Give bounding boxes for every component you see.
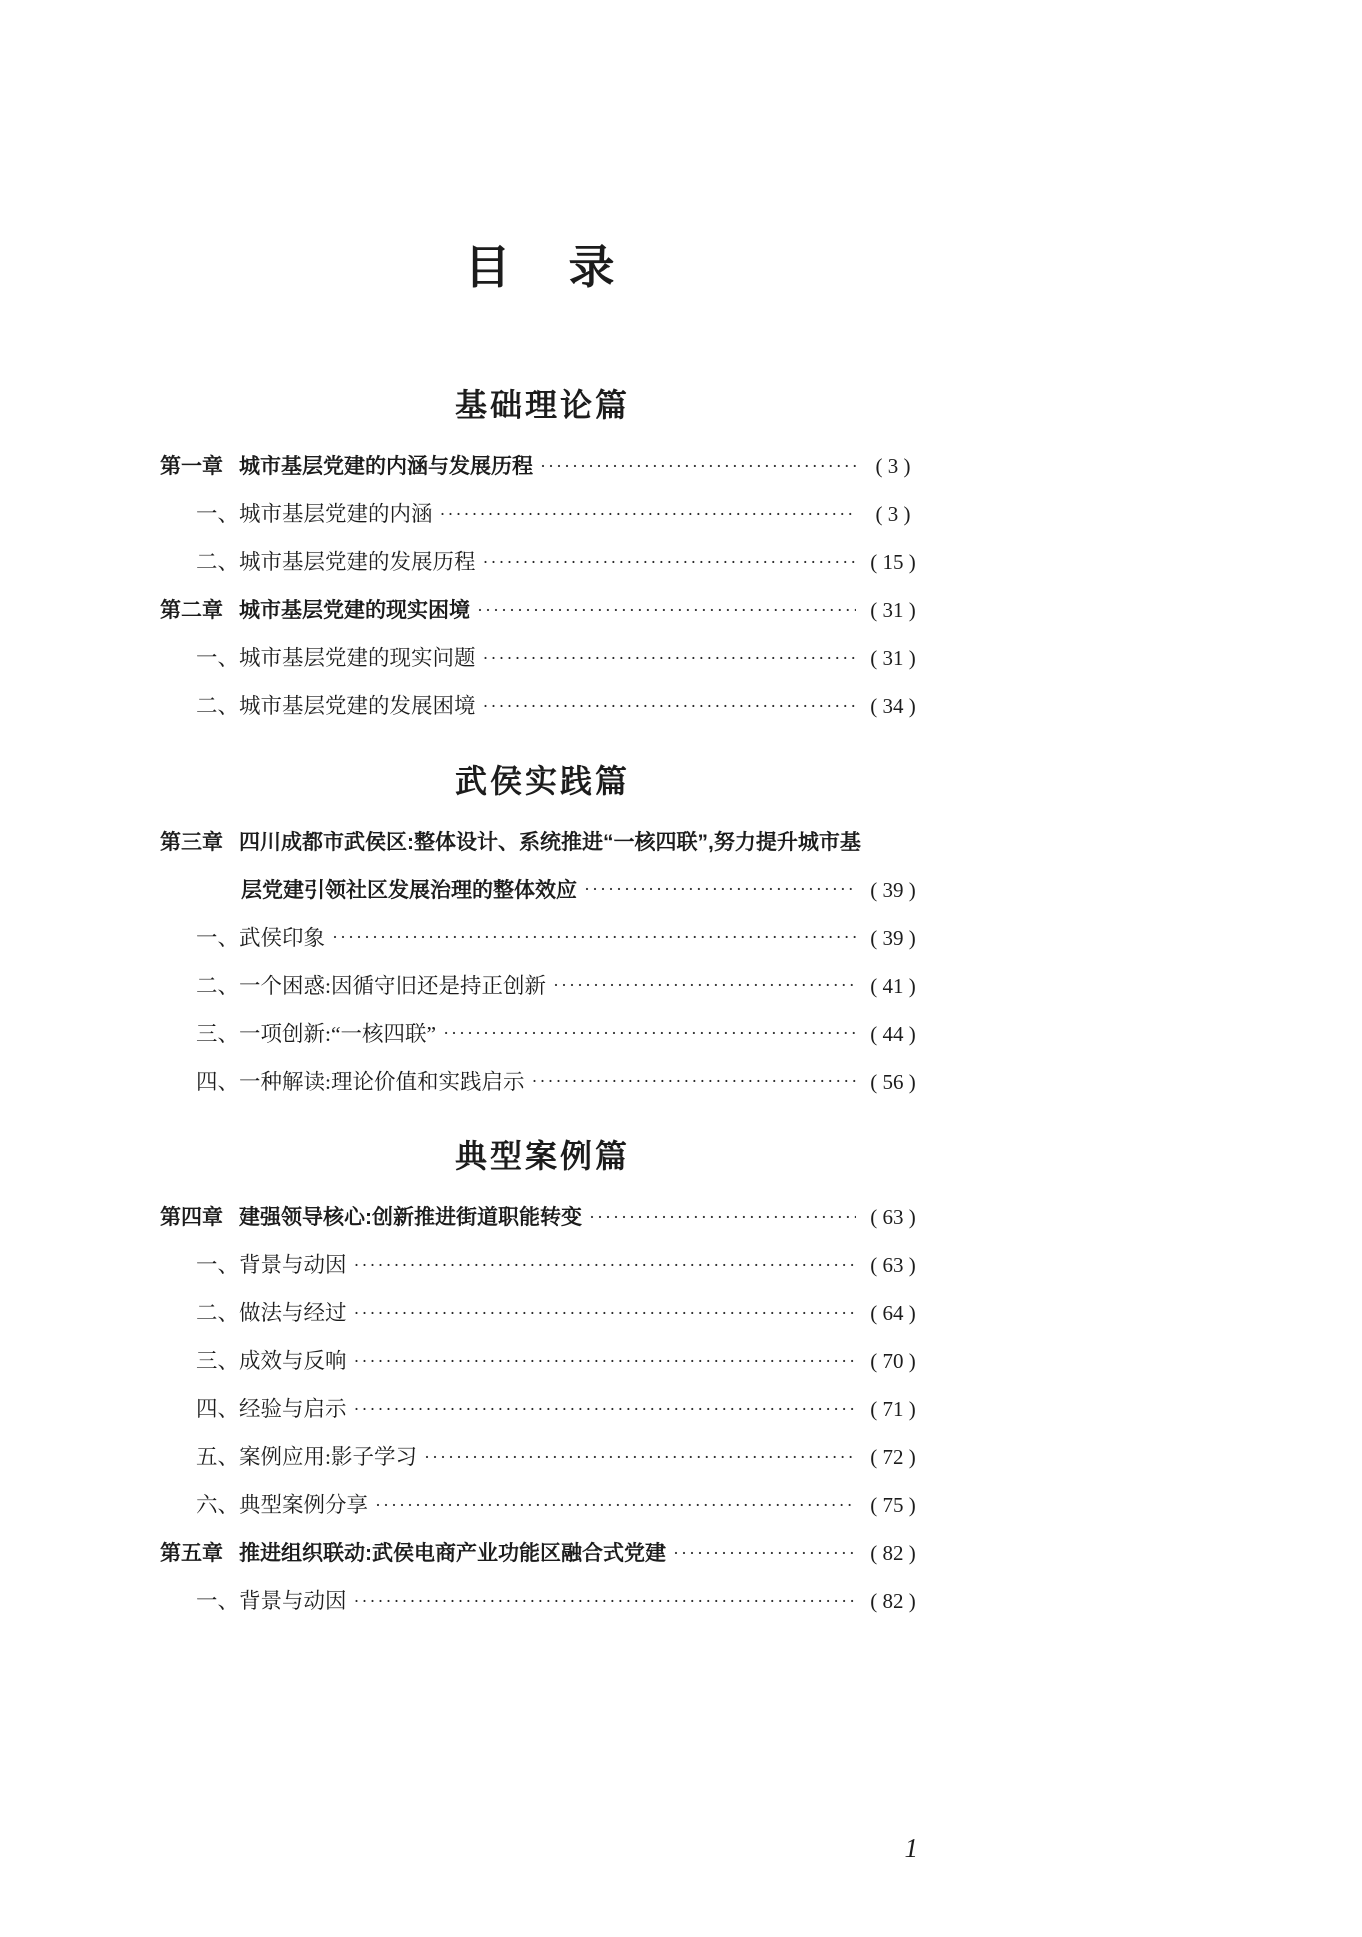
dot-leader xyxy=(440,505,856,523)
toc-sub-entry xyxy=(160,635,925,683)
toc-chapter-entry xyxy=(160,443,925,491)
dot-leader xyxy=(483,697,856,715)
toc-sub-entry xyxy=(160,1010,925,1058)
entry-page-number: ( 56 ) xyxy=(870,1069,916,1094)
entry-title: 三、成效与反响 xyxy=(196,1349,347,1374)
chapter-label: 第二章 xyxy=(160,599,223,623)
entry-page-number: ( 15 ) xyxy=(870,550,916,575)
entry-title: 推进组织联动:武侯电商产业功能区融合式党建 xyxy=(239,1542,666,1566)
toc-sub-entry xyxy=(160,1242,925,1290)
dot-leader xyxy=(483,649,856,667)
dot-leader xyxy=(354,1304,856,1322)
toc-chapter-entry xyxy=(160,1194,925,1242)
entry-page-number: ( 71 ) xyxy=(870,1397,916,1422)
entry-page-number: ( 70 ) xyxy=(870,1349,916,1374)
toc-sub-entry xyxy=(160,683,925,731)
entry-page-number: ( 82 ) xyxy=(870,1541,916,1566)
entry-title: 一、背景与动因 xyxy=(196,1589,347,1614)
entry-page-number: ( 64 ) xyxy=(870,1301,916,1326)
entry-title: 二、城市基层党建的发展历程 xyxy=(196,550,476,575)
entry-title: 四、一种解读:理论价值和实践启示 xyxy=(196,1069,525,1094)
entry-page-number: ( 75 ) xyxy=(870,1493,916,1518)
entry-page-number: ( 39 ) xyxy=(870,877,916,902)
entry-page-number: ( 72 ) xyxy=(870,1445,916,1470)
entry-title: 层党建引领社区发展治理的整体效应 xyxy=(241,878,577,902)
dot-leader xyxy=(424,1448,856,1466)
entry-page-number: ( 41 ) xyxy=(870,973,916,998)
dot-leader xyxy=(354,1256,856,1274)
dot-leader xyxy=(584,880,856,898)
entry-title: 城市基层党建的内涵与发展历程 xyxy=(239,455,533,479)
toc-chapter-entry xyxy=(160,818,925,866)
dot-leader xyxy=(589,1208,856,1226)
entry-title: 一、城市基层党建的内涵 xyxy=(196,502,433,527)
entry-page-number: ( 44 ) xyxy=(870,1021,916,1046)
dot-leader xyxy=(531,1072,856,1090)
toc-sub-entry xyxy=(160,1290,925,1338)
dot-leader xyxy=(332,928,856,946)
dot-leader xyxy=(540,457,856,475)
entry-title: 一、背景与动因 xyxy=(196,1253,347,1278)
entry-page-number: ( 34 ) xyxy=(870,694,916,719)
entry-title: 四川成都市武侯区:整体设计、系统推进“一核四联”,努力提升城市基 xyxy=(239,830,861,854)
toc-sub-entry xyxy=(160,1434,925,1482)
toc-content-column xyxy=(160,0,925,1626)
entry-page-number: ( 82 ) xyxy=(870,1589,916,1614)
entry-page-number: ( 39 ) xyxy=(870,925,916,950)
toc-sub-entry xyxy=(160,962,925,1010)
toc-sections xyxy=(160,385,925,1626)
entry-title: 四、经验与启示 xyxy=(196,1397,347,1422)
entry-title: 城市基层党建的现实困境 xyxy=(239,599,470,623)
chapter-label: 第三章 xyxy=(160,830,223,854)
entry-page-number: ( 3 ) xyxy=(875,502,911,527)
entry-title: 二、做法与经过 xyxy=(196,1301,347,1326)
toc-chapter-entry-continuation xyxy=(160,866,925,914)
entry-title: 二、一个困惑:因循守旧还是持正创新 xyxy=(196,973,546,998)
page-title: 目 录 xyxy=(464,242,621,293)
entry-page-number: ( 63 ) xyxy=(870,1253,916,1278)
entry-page-number: ( 31 ) xyxy=(870,598,916,623)
section-heading: 基础理论篇 xyxy=(454,387,630,424)
toc-sub-entry xyxy=(160,1338,925,1386)
dot-leader xyxy=(354,1352,856,1370)
toc-sub-entry xyxy=(160,539,925,587)
dot-leader xyxy=(443,1024,856,1042)
entry-title: 一、城市基层党建的现实问题 xyxy=(196,646,476,671)
dot-leader xyxy=(375,1496,856,1514)
page-number: 1 xyxy=(904,1833,918,1863)
toc-sub-entry xyxy=(160,1482,925,1530)
entry-title: 五、案例应用:影子学习 xyxy=(196,1445,417,1470)
entry-page-number: ( 3 ) xyxy=(875,454,911,479)
dot-leader xyxy=(354,1592,856,1610)
section-heading: 典型案例篇 xyxy=(454,1138,630,1175)
entry-title: 六、典型案例分享 xyxy=(196,1493,369,1518)
toc-chapter-entry xyxy=(160,1530,925,1578)
chapter-label: 第四章 xyxy=(160,1206,223,1230)
entry-title: 一、武侯印象 xyxy=(196,925,326,950)
entry-page-number: ( 31 ) xyxy=(870,646,916,671)
entry-title: 建强领导核心:创新推进街道职能转变 xyxy=(239,1206,582,1230)
dot-leader xyxy=(483,553,856,571)
entry-title: 三、一项创新:“一核四联” xyxy=(196,1021,437,1046)
toc-chapter-entry xyxy=(160,587,925,635)
toc-sub-entry xyxy=(160,1058,925,1106)
dot-leader xyxy=(673,1544,856,1562)
entry-title: 二、城市基层党建的发展困境 xyxy=(196,694,476,719)
section-heading: 武侯实践篇 xyxy=(454,762,630,799)
dot-leader xyxy=(477,601,856,619)
toc-sub-entry xyxy=(160,1386,925,1434)
chapter-label: 第五章 xyxy=(160,1542,223,1566)
entry-page-number: ( 63 ) xyxy=(870,1205,916,1230)
chapter-label: 第一章 xyxy=(160,455,223,479)
dot-leader xyxy=(553,976,856,994)
toc-sub-entry xyxy=(160,491,925,539)
toc-sub-entry xyxy=(160,914,925,962)
dot-leader xyxy=(354,1400,856,1418)
toc-sub-entry xyxy=(160,1578,925,1626)
